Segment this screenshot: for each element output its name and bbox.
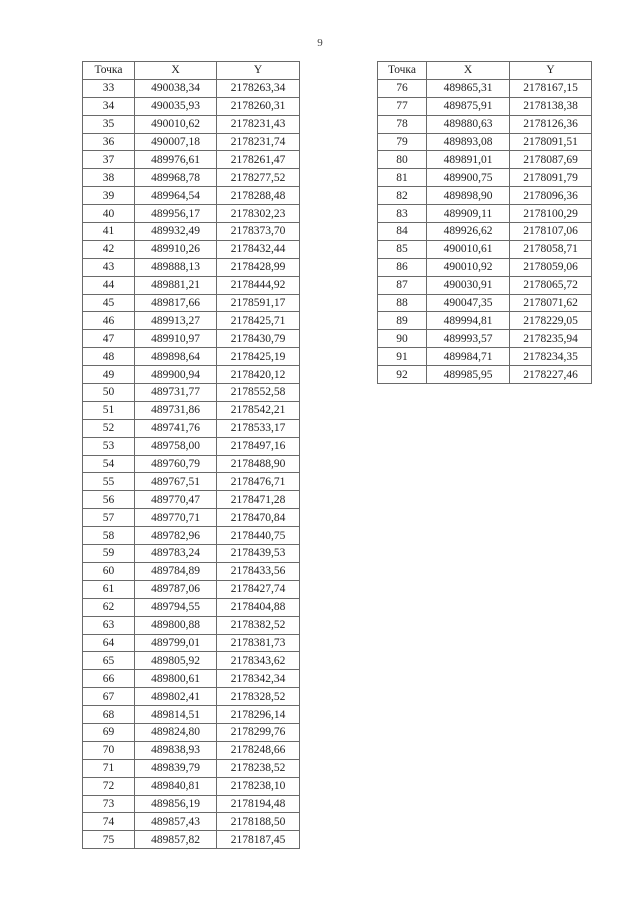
- x-coordinate-cell: 489926,62: [427, 223, 510, 241]
- x-coordinate-cell: 489865,31: [427, 79, 510, 97]
- point-number-cell: 77: [378, 97, 427, 115]
- point-number-cell: 54: [83, 455, 135, 473]
- x-coordinate-cell: 489968,78: [135, 169, 217, 187]
- y-coordinate-cell: 2178248,66: [217, 741, 300, 759]
- y-coordinate-cell: 2178552,58: [217, 384, 300, 402]
- y-coordinate-cell: 2178091,79: [510, 169, 592, 187]
- table-row: [83, 97, 300, 115]
- x-coordinate-cell: 489893,08: [427, 133, 510, 151]
- point-number-cell: 86: [378, 258, 427, 276]
- y-coordinate-cell: 2178533,17: [217, 419, 300, 437]
- table-row: [83, 151, 300, 169]
- point-number-cell: 47: [83, 330, 135, 348]
- table-row: [83, 580, 300, 598]
- y-coordinate-cell: 2178428,99: [217, 258, 300, 276]
- table-row: [83, 527, 300, 545]
- y-coordinate-cell: 2178238,10: [217, 777, 300, 795]
- point-number-cell: 41: [83, 223, 135, 241]
- table-row: [83, 723, 300, 741]
- table-row: [378, 258, 592, 276]
- point-number-cell: 64: [83, 634, 135, 652]
- x-coordinate-cell: 489964,54: [135, 187, 217, 205]
- table-row: [83, 133, 300, 151]
- table-row: [83, 473, 300, 491]
- point-number-cell: 71: [83, 759, 135, 777]
- x-coordinate-cell: 490047,35: [427, 294, 510, 312]
- x-coordinate-cell: 489731,77: [135, 384, 217, 402]
- point-number-cell: 42: [83, 240, 135, 258]
- y-coordinate-cell: 2178227,46: [510, 366, 592, 384]
- point-number-cell: 67: [83, 688, 135, 706]
- x-coordinate-cell: 489839,79: [135, 759, 217, 777]
- x-coordinate-cell: 489910,26: [135, 240, 217, 258]
- table-row: [83, 187, 300, 205]
- x-coordinate-cell: 489758,00: [135, 437, 217, 455]
- y-coordinate-cell: 2178471,28: [217, 491, 300, 509]
- table-row: [83, 455, 300, 473]
- x-coordinate-cell: 489993,57: [427, 330, 510, 348]
- column-header-y: Y: [510, 62, 592, 80]
- x-coordinate-cell: 489741,76: [135, 419, 217, 437]
- y-coordinate-cell: 2178373,70: [217, 223, 300, 241]
- y-coordinate-cell: 2178470,84: [217, 509, 300, 527]
- table-row: [83, 741, 300, 759]
- table-row: [83, 240, 300, 258]
- table-row: [83, 813, 300, 831]
- table-row: [378, 312, 592, 330]
- x-coordinate-cell: 489814,51: [135, 706, 217, 724]
- column-header-point: Точка: [378, 62, 427, 80]
- x-coordinate-cell: 489881,21: [135, 276, 217, 294]
- y-coordinate-cell: 2178432,44: [217, 240, 300, 258]
- table-row: [83, 509, 300, 527]
- point-number-cell: 48: [83, 348, 135, 366]
- x-coordinate-cell: 489840,81: [135, 777, 217, 795]
- point-number-cell: 92: [378, 366, 427, 384]
- coordinates-table-left: [82, 61, 300, 849]
- y-coordinate-cell: 2178087,69: [510, 151, 592, 169]
- point-number-cell: 55: [83, 473, 135, 491]
- table-row: [83, 616, 300, 634]
- column-header-y: Y: [217, 62, 300, 80]
- y-coordinate-cell: 2178302,23: [217, 205, 300, 223]
- x-coordinate-cell: 489787,06: [135, 580, 217, 598]
- y-coordinate-cell: 2178433,56: [217, 562, 300, 580]
- table-row: [378, 294, 592, 312]
- y-coordinate-cell: 2178328,52: [217, 688, 300, 706]
- point-number-cell: 36: [83, 133, 135, 151]
- point-number-cell: 61: [83, 580, 135, 598]
- y-coordinate-cell: 2178277,52: [217, 169, 300, 187]
- y-coordinate-cell: 2178404,88: [217, 598, 300, 616]
- x-coordinate-cell: 489817,66: [135, 294, 217, 312]
- table-header-row: [378, 62, 592, 80]
- y-coordinate-cell: 2178427,74: [217, 580, 300, 598]
- y-coordinate-cell: 2178096,36: [510, 187, 592, 205]
- x-coordinate-cell: 489783,24: [135, 545, 217, 563]
- y-coordinate-cell: 2178476,71: [217, 473, 300, 491]
- point-number-cell: 60: [83, 562, 135, 580]
- table-row: [83, 562, 300, 580]
- y-coordinate-cell: 2178430,79: [217, 330, 300, 348]
- y-coordinate-cell: 2178058,71: [510, 240, 592, 258]
- x-coordinate-cell: 489799,01: [135, 634, 217, 652]
- x-coordinate-cell: 490038,34: [135, 79, 217, 97]
- x-coordinate-cell: 489784,89: [135, 562, 217, 580]
- y-coordinate-cell: 2178065,72: [510, 276, 592, 294]
- table-header-row: [83, 62, 300, 80]
- table-row: [378, 348, 592, 366]
- table-row: [83, 795, 300, 813]
- point-number-cell: 89: [378, 312, 427, 330]
- table-row: [378, 133, 592, 151]
- x-coordinate-cell: 489976,61: [135, 151, 217, 169]
- column-header-point: Точка: [83, 62, 135, 80]
- point-number-cell: 70: [83, 741, 135, 759]
- y-coordinate-cell: 2178342,34: [217, 670, 300, 688]
- x-coordinate-cell: 489909,11: [427, 205, 510, 223]
- x-coordinate-cell: 489891,01: [427, 151, 510, 169]
- table-row: [83, 437, 300, 455]
- point-number-cell: 68: [83, 706, 135, 724]
- x-coordinate-cell: 489898,64: [135, 348, 217, 366]
- table-row: [83, 670, 300, 688]
- y-coordinate-cell: 2178100,29: [510, 205, 592, 223]
- table-row: [378, 97, 592, 115]
- table-row: [378, 169, 592, 187]
- y-coordinate-cell: 2178091,51: [510, 133, 592, 151]
- table-row: [83, 366, 300, 384]
- point-number-cell: 50: [83, 384, 135, 402]
- table-row: [83, 688, 300, 706]
- point-number-cell: 34: [83, 97, 135, 115]
- point-number-cell: 57: [83, 509, 135, 527]
- table-row: [83, 777, 300, 795]
- x-coordinate-cell: 489794,55: [135, 598, 217, 616]
- x-coordinate-cell: 489910,97: [135, 330, 217, 348]
- x-coordinate-cell: 489857,43: [135, 813, 217, 831]
- x-coordinate-cell: 489731,86: [135, 401, 217, 419]
- point-number-cell: 63: [83, 616, 135, 634]
- table-row: [378, 276, 592, 294]
- y-coordinate-cell: 2178231,43: [217, 115, 300, 133]
- y-coordinate-cell: 2178497,16: [217, 437, 300, 455]
- x-coordinate-cell: 489800,61: [135, 670, 217, 688]
- point-number-cell: 90: [378, 330, 427, 348]
- table-row: [83, 348, 300, 366]
- y-coordinate-cell: 2178425,19: [217, 348, 300, 366]
- table-row: [378, 151, 592, 169]
- x-coordinate-cell: 489900,75: [427, 169, 510, 187]
- x-coordinate-cell: 490010,61: [427, 240, 510, 258]
- x-coordinate-cell: 490030,91: [427, 276, 510, 294]
- point-number-cell: 75: [83, 831, 135, 849]
- y-coordinate-cell: 2178425,71: [217, 312, 300, 330]
- x-coordinate-cell: 489875,91: [427, 97, 510, 115]
- table-row: [83, 330, 300, 348]
- table-row: [378, 205, 592, 223]
- point-number-cell: 82: [378, 187, 427, 205]
- x-coordinate-cell: 489824,80: [135, 723, 217, 741]
- y-coordinate-cell: 2178299,76: [217, 723, 300, 741]
- table-body-right: [378, 79, 592, 383]
- y-coordinate-cell: 2178188,50: [217, 813, 300, 831]
- y-coordinate-cell: 2178420,12: [217, 366, 300, 384]
- table-row: [83, 401, 300, 419]
- point-number-cell: 65: [83, 652, 135, 670]
- page-number: 9: [317, 37, 323, 49]
- table-row: [83, 384, 300, 402]
- point-number-cell: 85: [378, 240, 427, 258]
- table-row: [83, 634, 300, 652]
- point-number-cell: 80: [378, 151, 427, 169]
- point-number-cell: 69: [83, 723, 135, 741]
- table-row: [83, 759, 300, 777]
- table-row: [83, 205, 300, 223]
- table-row: [378, 240, 592, 258]
- table-row: [378, 223, 592, 241]
- x-coordinate-cell: 489838,93: [135, 741, 217, 759]
- point-number-cell: 79: [378, 133, 427, 151]
- y-coordinate-cell: 2178235,94: [510, 330, 592, 348]
- x-coordinate-cell: 489805,92: [135, 652, 217, 670]
- x-coordinate-cell: 489857,82: [135, 831, 217, 849]
- x-coordinate-cell: 489770,47: [135, 491, 217, 509]
- y-coordinate-cell: 2178591,17: [217, 294, 300, 312]
- y-coordinate-cell: 2178296,14: [217, 706, 300, 724]
- x-coordinate-cell: 489898,90: [427, 187, 510, 205]
- y-coordinate-cell: 2178343,62: [217, 652, 300, 670]
- table-row: [83, 545, 300, 563]
- y-coordinate-cell: 2178234,35: [510, 348, 592, 366]
- y-coordinate-cell: 2178382,52: [217, 616, 300, 634]
- table-row: [83, 598, 300, 616]
- table-row: [83, 312, 300, 330]
- point-number-cell: 81: [378, 169, 427, 187]
- point-number-cell: 53: [83, 437, 135, 455]
- table-row: [378, 187, 592, 205]
- y-coordinate-cell: 2178261,47: [217, 151, 300, 169]
- table-row: [83, 831, 300, 849]
- x-coordinate-cell: 489760,79: [135, 455, 217, 473]
- point-number-cell: 72: [83, 777, 135, 795]
- y-coordinate-cell: 2178138,38: [510, 97, 592, 115]
- point-number-cell: 84: [378, 223, 427, 241]
- x-coordinate-cell: 489932,49: [135, 223, 217, 241]
- point-number-cell: 44: [83, 276, 135, 294]
- point-number-cell: 40: [83, 205, 135, 223]
- coordinates-table-right: [377, 61, 592, 384]
- table-row: [83, 276, 300, 294]
- point-number-cell: 87: [378, 276, 427, 294]
- point-number-cell: 74: [83, 813, 135, 831]
- point-number-cell: 91: [378, 348, 427, 366]
- x-coordinate-cell: 489994,81: [427, 312, 510, 330]
- x-coordinate-cell: 489802,41: [135, 688, 217, 706]
- x-coordinate-cell: 489770,71: [135, 509, 217, 527]
- table-row: [378, 330, 592, 348]
- table-row: [378, 79, 592, 97]
- point-number-cell: 45: [83, 294, 135, 312]
- point-number-cell: 88: [378, 294, 427, 312]
- x-coordinate-cell: 489956,17: [135, 205, 217, 223]
- x-coordinate-cell: 489888,13: [135, 258, 217, 276]
- x-coordinate-cell: 489856,19: [135, 795, 217, 813]
- x-coordinate-cell: 489880,63: [427, 115, 510, 133]
- y-coordinate-cell: 2178071,62: [510, 294, 592, 312]
- table-row: [83, 79, 300, 97]
- point-number-cell: 33: [83, 79, 135, 97]
- table-body-left: [83, 79, 300, 848]
- table-row: [83, 652, 300, 670]
- table-row: [83, 491, 300, 509]
- point-number-cell: 37: [83, 151, 135, 169]
- y-coordinate-cell: 2178260,31: [217, 97, 300, 115]
- point-number-cell: 51: [83, 401, 135, 419]
- point-number-cell: 39: [83, 187, 135, 205]
- point-number-cell: 83: [378, 205, 427, 223]
- y-coordinate-cell: 2178194,48: [217, 795, 300, 813]
- table-row: [378, 115, 592, 133]
- point-number-cell: 66: [83, 670, 135, 688]
- y-coordinate-cell: 2178444,92: [217, 276, 300, 294]
- y-coordinate-cell: 2178542,21: [217, 401, 300, 419]
- y-coordinate-cell: 2178126,36: [510, 115, 592, 133]
- y-coordinate-cell: 2178187,45: [217, 831, 300, 849]
- point-number-cell: 35: [83, 115, 135, 133]
- point-number-cell: 52: [83, 419, 135, 437]
- y-coordinate-cell: 2178263,34: [217, 79, 300, 97]
- point-number-cell: 58: [83, 527, 135, 545]
- x-coordinate-cell: 490010,62: [135, 115, 217, 133]
- point-number-cell: 78: [378, 115, 427, 133]
- x-coordinate-cell: 490010,92: [427, 258, 510, 276]
- y-coordinate-cell: 2178231,74: [217, 133, 300, 151]
- table-row: [83, 706, 300, 724]
- x-coordinate-cell: 489767,51: [135, 473, 217, 491]
- y-coordinate-cell: 2178229,05: [510, 312, 592, 330]
- y-coordinate-cell: 2178167,15: [510, 79, 592, 97]
- point-number-cell: 46: [83, 312, 135, 330]
- table-row: [83, 419, 300, 437]
- y-coordinate-cell: 2178439,53: [217, 545, 300, 563]
- table-row: [83, 294, 300, 312]
- y-coordinate-cell: 2178288,48: [217, 187, 300, 205]
- point-number-cell: 49: [83, 366, 135, 384]
- y-coordinate-cell: 2178107,06: [510, 223, 592, 241]
- y-coordinate-cell: 2178440,75: [217, 527, 300, 545]
- y-coordinate-cell: 2178381,73: [217, 634, 300, 652]
- point-number-cell: 76: [378, 79, 427, 97]
- table-row: [83, 223, 300, 241]
- column-header-x: X: [427, 62, 510, 80]
- point-number-cell: 38: [83, 169, 135, 187]
- y-coordinate-cell: 2178059,06: [510, 258, 592, 276]
- point-number-cell: 73: [83, 795, 135, 813]
- x-coordinate-cell: 489800,88: [135, 616, 217, 634]
- point-number-cell: 43: [83, 258, 135, 276]
- point-number-cell: 62: [83, 598, 135, 616]
- x-coordinate-cell: 489900,94: [135, 366, 217, 384]
- point-number-cell: 59: [83, 545, 135, 563]
- table-row: [83, 258, 300, 276]
- x-coordinate-cell: 489913,27: [135, 312, 217, 330]
- x-coordinate-cell: 490035,93: [135, 97, 217, 115]
- x-coordinate-cell: 489782,96: [135, 527, 217, 545]
- table-row: [378, 366, 592, 384]
- x-coordinate-cell: 490007,18: [135, 133, 217, 151]
- x-coordinate-cell: 489984,71: [427, 348, 510, 366]
- x-coordinate-cell: 489985,95: [427, 366, 510, 384]
- y-coordinate-cell: 2178238,52: [217, 759, 300, 777]
- point-number-cell: 56: [83, 491, 135, 509]
- table-row: [83, 115, 300, 133]
- table-row: [83, 169, 300, 187]
- y-coordinate-cell: 2178488,90: [217, 455, 300, 473]
- column-header-x: X: [135, 62, 217, 80]
